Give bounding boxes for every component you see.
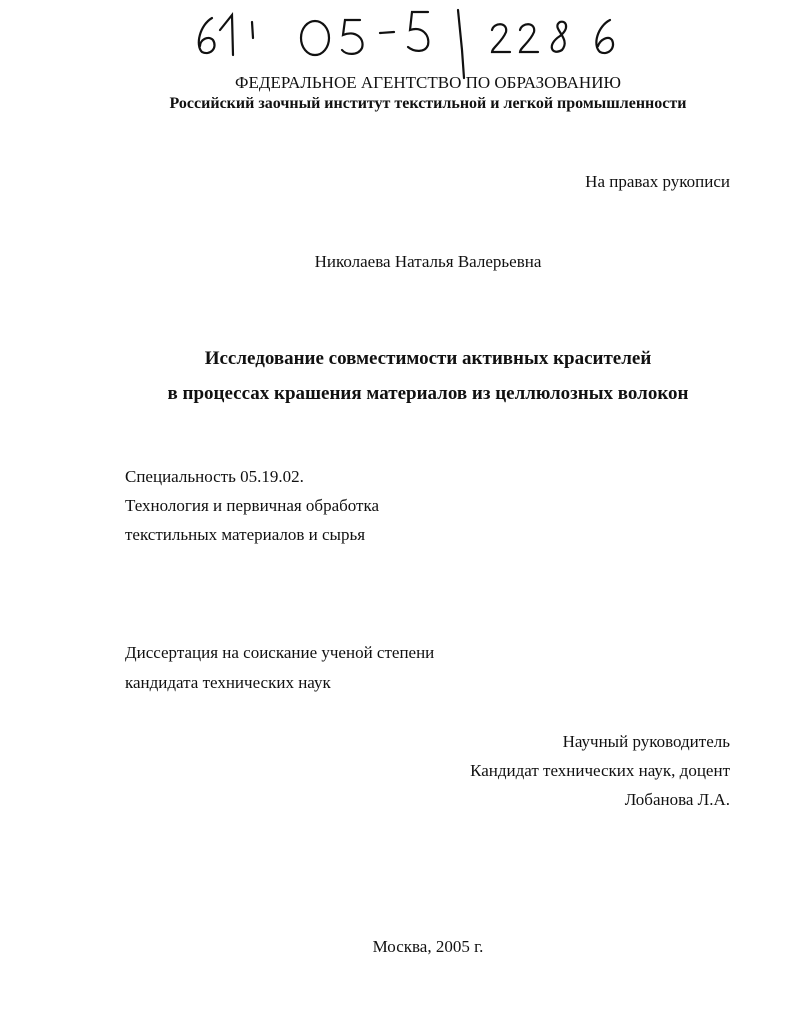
specialty-name-line2: текстильных материалов и сырья — [125, 525, 366, 544]
institute-name: Российский заочный институт текстильной и легкой промышленности — [169, 95, 687, 112]
agency-name: ФЕДЕРАЛЬНОЕ АГЕНТСТВО ПО ОБРАЗОВАНИЮ — [235, 73, 621, 92]
city-year: Москва, 2005 г. — [372, 937, 484, 956]
degree-statement-line2: кандидата технических наук — [125, 673, 331, 692]
rights-note: На правах рукописи — [585, 172, 730, 191]
degree-statement-line1: Диссертация на соискание ученой степени — [125, 643, 435, 662]
advisor-label: Научный руководитель — [562, 732, 730, 751]
author-name: Николаева Наталья Валерьевна — [314, 252, 542, 271]
specialty-name-line1: Технология и первичная обработка — [125, 496, 380, 515]
dissertation-title-line2: в процессах крашения материалов из целлюлозных волокон — [167, 383, 689, 404]
dissertation-title-line1: Исследование совместимости активных красителей — [204, 348, 652, 369]
specialty-code: Специальность 05.19.02. — [125, 467, 304, 486]
handwritten-archive-code — [180, 0, 660, 80]
advisor-degree: Кандидат технических наук, доцент — [470, 761, 730, 780]
advisor-name: Лобанова Л.А. — [624, 790, 730, 809]
